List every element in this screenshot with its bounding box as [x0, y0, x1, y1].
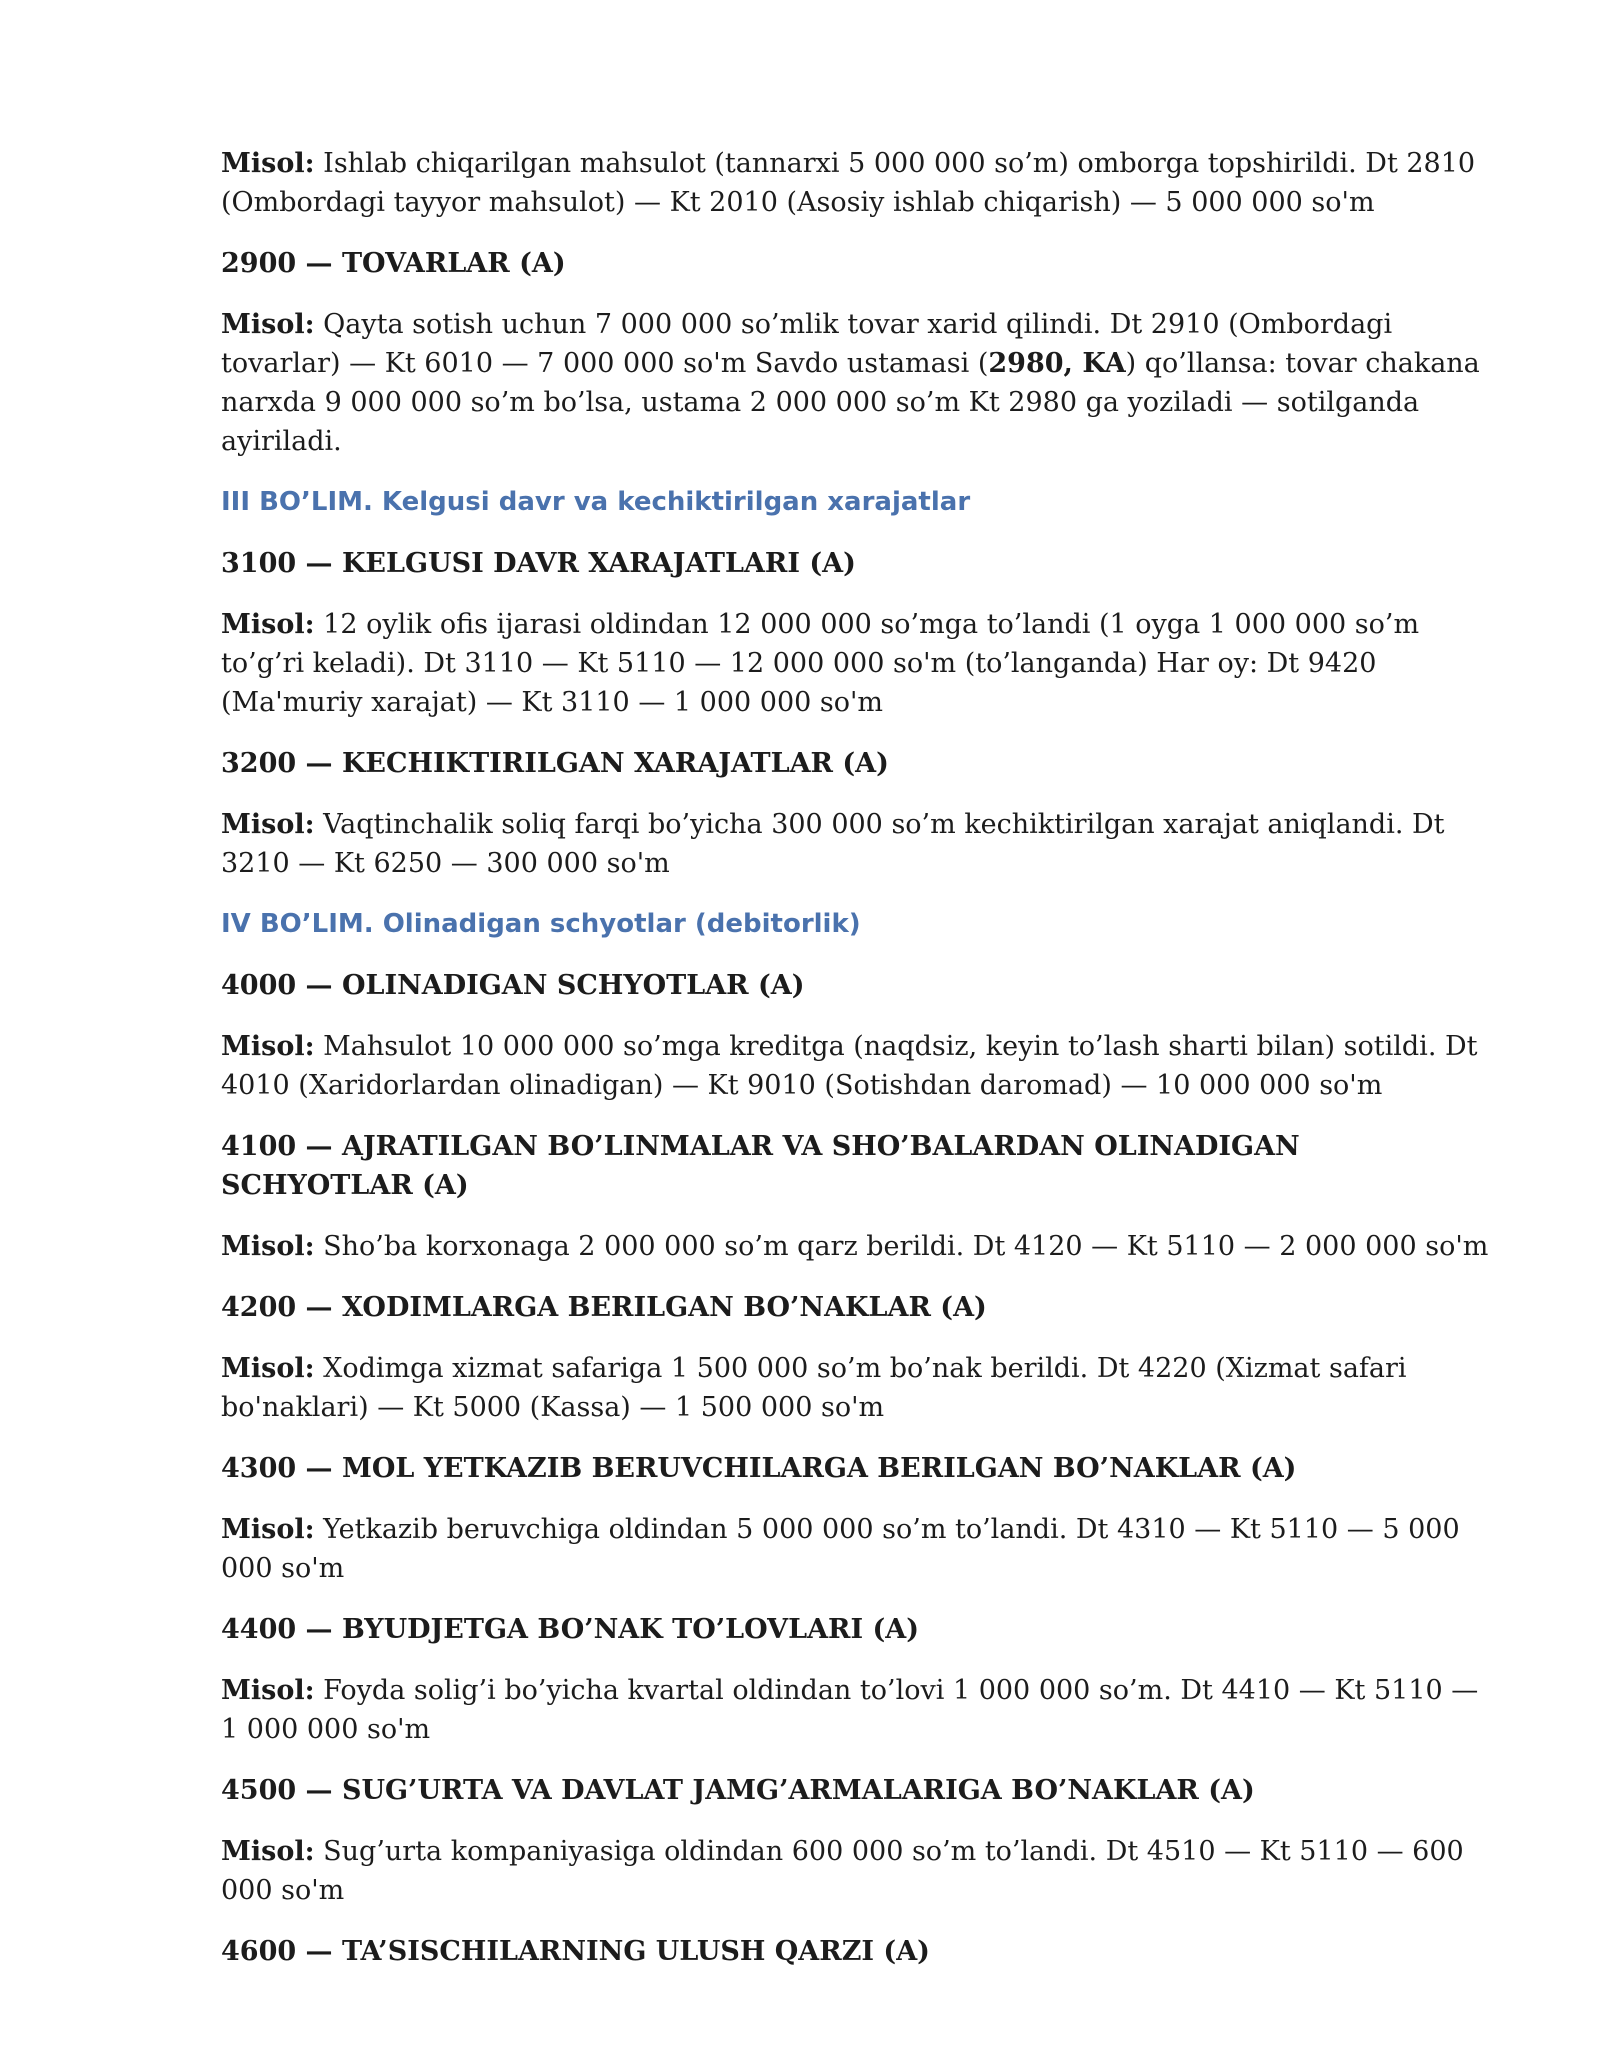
example-label: Misol:	[221, 1514, 315, 1545]
example-text: 12 oylik ofis ijarasi oldindan 12 000 000 so’mga to’landi (1 oyga 1 000 000 so’m to’g’ri keladi). Dt 3110 — Kt 5110 — 12 000 000 so'm (to’langanda) Har oy: Dt 9420 (Ma'muriy xarajat) — Kt 3110 — 1 000 000 so'm	[221, 609, 1420, 718]
document-page	[221, 144, 1491, 1993]
example-paragraph	[221, 805, 1491, 883]
example-text: Sug’urta kompaniyasiga oldindan 600 000 so’m to’landi. Dt 4510 — Kt 5110 — 600 000 so'm	[221, 1836, 1464, 1906]
example-label: Misol:	[221, 1353, 315, 1384]
example-label: Misol:	[221, 1675, 315, 1706]
example-text: Yetkazib beruvchiga oldindan 5 000 000 so’m to’landi. Dt 4310 — Kt 5110 — 5 000 000 so'm	[221, 1514, 1460, 1584]
example-paragraph	[221, 1671, 1491, 1749]
account-heading: 3200 — KECHIKTIRILGAN XARAJATLAR (A)	[221, 748, 889, 779]
section-heading: III BO’LIM. Kelgusi davr va kechiktirilgan xarajatlar	[221, 487, 971, 517]
example-text: Foyda solig’i bo’yicha kvartal oldindan to’lovi 1 000 000 so’m. Dt 4410 — Kt 5110 — 1 000 000 so'm	[221, 1675, 1479, 1745]
example-bold-text: 2980, KA	[988, 348, 1126, 379]
example-paragraph	[221, 1349, 1491, 1427]
account-heading: 4500 — SUG’URTA VA DAVLAT JAMG’ARMALARIGA BO’NAKLAR (A)	[221, 1775, 1255, 1806]
example-label: Misol:	[221, 1031, 315, 1062]
account-heading: 4600 — TA’SISCHILARNING ULUSH QARZI (A)	[221, 1936, 930, 1967]
example-label: Misol:	[221, 609, 315, 640]
example-text: Sho’ba korxonaga 2 000 000 so’m qarz berildi. Dt 4120 — Kt 5110 — 2 000 000 so'm	[314, 1231, 1489, 1262]
example-label: Misol:	[221, 809, 315, 840]
account-heading: 4000 — OLINADIGAN SCHYOTLAR (A)	[221, 970, 805, 1001]
example-label: Misol:	[221, 1231, 315, 1262]
account-heading: 2900 — TOVARLAR (A)	[221, 248, 566, 279]
example-text: Xodimga xizmat safariga 1 500 000 so’m bo’nak berildi. Dt 4220 (Xizmat safari bo'naklari) — Kt 5000 (Kassa) — 1 500 000 so'm	[221, 1353, 1407, 1423]
example-paragraph	[221, 605, 1491, 722]
account-heading: 4300 — MOL YETKAZIB BERUVCHILARGA BERILGAN BO’NAKLAR (A)	[221, 1453, 1297, 1484]
account-heading: 4100 — AJRATILGAN BO’LINMALAR VA SHO’BALARDAN OLINADIGAN SCHYOTLAR (A)	[221, 1131, 1300, 1201]
account-heading: 3100 — KELGUSI DAVR XARAJATLARI (A)	[221, 548, 856, 579]
example-text: Mahsulot 10 000 000 so’mga kreditga (naqdsiz, keyin to’lash sharti bilan) sotildi. Dt 4010 (Xaridorlardan olinadigan) — Kt 9010 (Sotishdan daromad) — 10 000 000 so'm	[221, 1031, 1478, 1101]
example-text: Ishlab chiqarilgan mahsulot (tannarxi 5 000 000 so’m) omborga topshirildi. Dt 2810 (Ombordagi tayyor mahsulot) — Kt 2010 (Asosiy ishlab chiqarish) — 5 000 000 so'm	[221, 148, 1476, 218]
account-heading: 4400 — BYUDJETGA BO’NAK TO’LOVLARI (A)	[221, 1614, 920, 1645]
example-label: Misol:	[221, 1836, 315, 1867]
account-heading: 4200 — XODIMLARGA BERILGAN BO’NAKLAR (A)	[221, 1292, 987, 1323]
example-paragraph	[221, 1832, 1491, 1910]
section-heading: IV BO’LIM. Olinadigan schyotlar (debitorlik)	[221, 909, 861, 939]
example-paragraph	[221, 1510, 1491, 1588]
example-label: Misol:	[221, 148, 315, 179]
example-paragraph	[221, 1227, 1491, 1266]
example-text: Vaqtinchalik soliq farqi bo’yicha 300 000 so’m kechiktirilgan xarajat aniqlandi. Dt 3210 — Kt 6250 — 300 000 so'm	[221, 809, 1445, 879]
example-text: Qayta sotish uchun 7 000 000 so’mlik tovar xarid qilindi. Dt 2910 (Ombordagi tovarlar) — Kt 6010 — 7 000 000 so'm Savdo ustamasi (	[221, 309, 1393, 379]
example-paragraph	[221, 144, 1491, 222]
example-paragraph	[221, 305, 1491, 461]
example-paragraph	[221, 1027, 1491, 1105]
example-label: Misol:	[221, 309, 315, 340]
example-text-tail: ) qo’llansa: tovar chakana narxda 9 000 000 so’m bo’lsa, ustama 2 000 000 so’m Kt 2980 ga yoziladi — sotilganda ayiriladi.	[221, 348, 1480, 457]
